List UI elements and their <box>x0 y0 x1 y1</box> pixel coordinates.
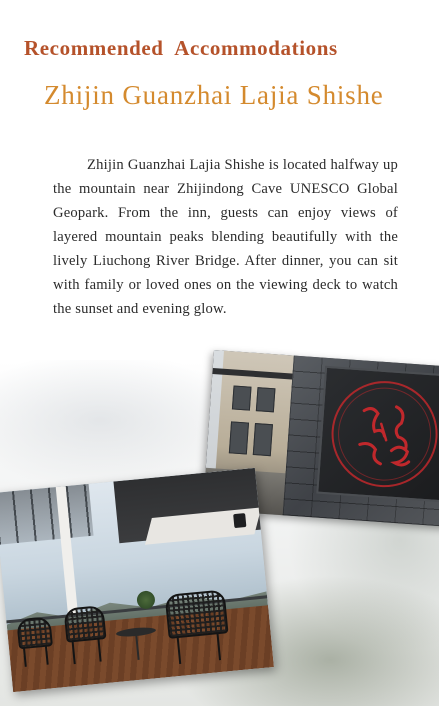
wall-lamp <box>233 513 246 528</box>
rooftop-terrace-photo <box>0 468 274 692</box>
description-paragraph: Zhijin Guanzhai Lajia Shishe is located halfway up the mountain near Zhijindong Cave UNESCO Global Geopark. From the inn, guests can enjoy views of layered mountain peaks blending beautifully with the lively Liuchong River Bridge. After dinner, you can sit with family or loved ones on the viewing deck to watch the sunset and evening glow. <box>53 157 398 317</box>
calligraphy-plaque <box>316 366 439 503</box>
building-window <box>253 423 273 456</box>
chair-back <box>63 605 106 643</box>
building-window <box>232 385 252 410</box>
calligraphy-seal-icon <box>318 368 439 500</box>
glass-canopy <box>0 484 94 545</box>
building-window <box>256 387 276 412</box>
building-window <box>229 421 249 454</box>
chair-back <box>165 589 229 639</box>
page-title: Zhijin Guanzhai Lajia Shishe <box>44 80 384 110</box>
chair-back <box>16 616 53 649</box>
section-label: Recommended Accommodations <box>24 36 338 60</box>
